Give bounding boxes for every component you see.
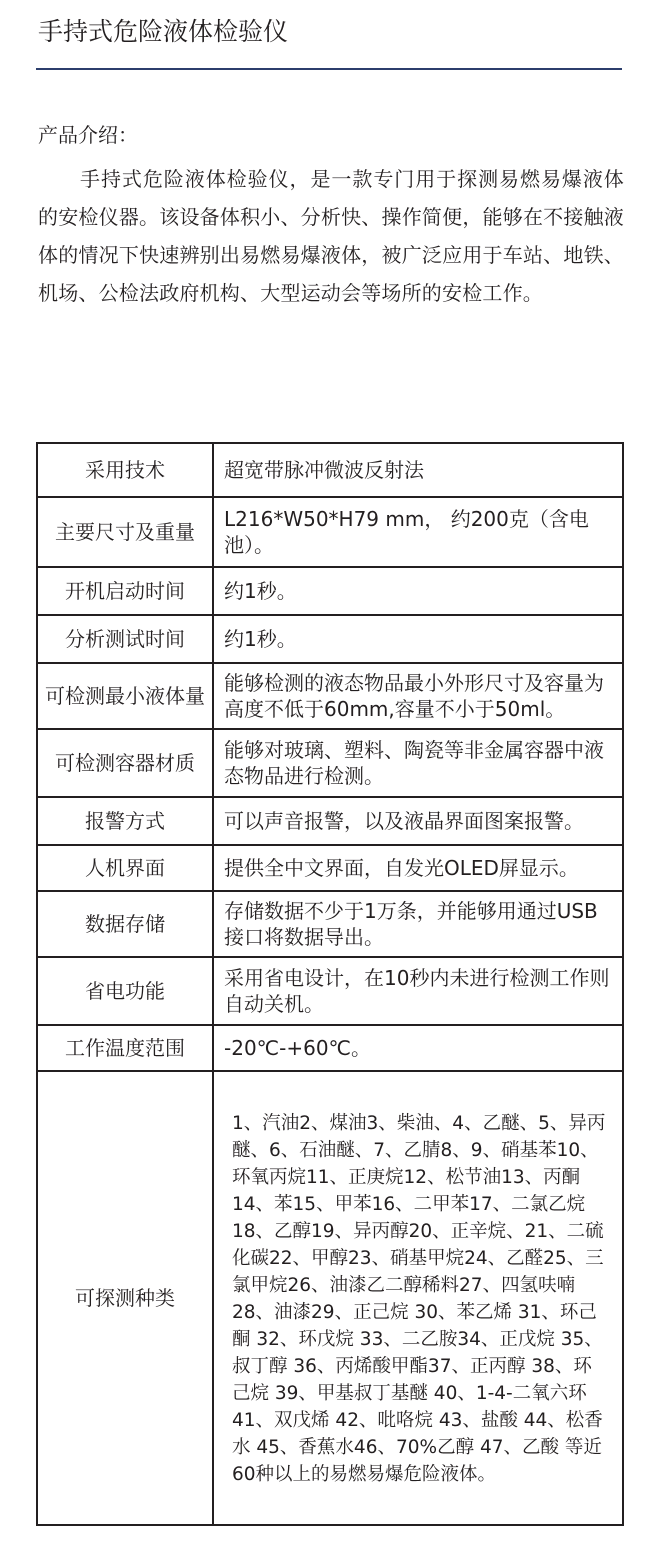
spec-value: 约1秒。 [213, 615, 623, 663]
spec-value: 能够对玻璃、塑料、陶瓷等非金属容器中液态物品进行检测。 [213, 729, 623, 797]
spec-value: 存储数据不少于1万条，并能够用通过USB接口将数据导出。 [213, 891, 623, 957]
page-title: 手持式危险液体检验仪 [38, 17, 289, 46]
spec-label: 主要尺寸及重量 [37, 497, 213, 567]
spec-label: 省电功能 [37, 957, 213, 1025]
spec-label: 报警方式 [37, 797, 213, 845]
spec-value: 约1秒。 [213, 567, 623, 615]
spec-value: 可以声音报警，以及液晶界面图案报警。 [213, 797, 623, 845]
spec-label: 可检测容器材质 [37, 729, 213, 797]
spec-label: 开机启动时间 [37, 567, 213, 615]
spec-value: 能够检测的液态物品最小外形尺寸及容量为高度不低于60mm,容量不小于50ml。 [213, 663, 623, 729]
spec-value: 超宽带脉冲微波反射法 [213, 443, 623, 497]
spec-value: L216*W50*H79 mm， 约200克（含电池）。 [213, 497, 623, 567]
spec-row-size-weight [37, 497, 623, 567]
spec-row-storage [37, 891, 623, 957]
spec-value: -20℃-+60℃。 [213, 1025, 623, 1071]
title-divider [36, 68, 622, 70]
spec-row-temperature [37, 1025, 623, 1071]
spec-label: 工作温度范围 [37, 1025, 213, 1071]
spec-label: 分析测试时间 [37, 615, 213, 663]
spec-row-detectable-types [37, 1071, 623, 1525]
spec-row-interface [37, 845, 623, 891]
spec-row-startup-time [37, 567, 623, 615]
spec-label: 数据存储 [37, 891, 213, 957]
spec-row-technology [37, 443, 623, 497]
intro-label: 产品介绍： [38, 123, 138, 147]
spec-row-analysis-time [37, 615, 623, 663]
spec-label: 可探测种类 [37, 1071, 213, 1525]
spec-label: 人机界面 [37, 845, 213, 891]
intro-paragraph: 手持式危险液体检验仪，是一款专门用于探测易燃易爆液体的安检仪器。该设备体积小、分析快、操作简便，能够在不接触液体的情况下快速辨别出易燃易爆液体，被广泛应用于车站、地铁、机场、公检法政府机构、大型运动会等场所的安检工作。 [38, 167, 624, 305]
spec-label: 采用技术 [37, 443, 213, 497]
spec-value: 采用省电设计，在10秒内未进行检测工作则自动关机。 [213, 957, 623, 1025]
spec-value: 提供全中文界面，自发光OLED屏显示。 [213, 845, 623, 891]
spec-row-alarm [37, 797, 623, 845]
spec-row-power-saving [37, 957, 623, 1025]
spec-row-container-material [37, 729, 623, 797]
spec-value: 1、汽油2、煤油3、柴油、4、乙醚、5、异丙醚、6、石油醚、7、乙腈8、9、硝基苯10、环氧丙烷11、正庚烷12、松节油13、丙酮14、苯15、甲苯16、二甲苯17、二氯乙烷18、乙醇19、异丙醇20、正辛烷、21、二硫化碳22、甲醇23、硝基甲烷24、乙醛25、三氯甲烷26、油漆乙二醇稀料27、四氢呋喃28、油漆29、正己烷 30、苯乙烯 31、环己酮 32、环戊烷 33、二乙胺34、正戊烷 35、叔丁醇 36、丙烯酸甲酯37、正丙醇 38、环己烷 39、甲基叔丁基醚 40、1-4-二氧六环 41、双戊烯 42、吡咯烷 43、盐酸 44、松香水 45、香蕉水46、70%乙醇 47、乙酸 等近60种以上的易燃易爆危险液体。 [213, 1071, 623, 1525]
spec-table [36, 442, 624, 1526]
spec-row-min-liquid [37, 663, 623, 729]
spec-label: 可检测最小液体量 [37, 663, 213, 729]
